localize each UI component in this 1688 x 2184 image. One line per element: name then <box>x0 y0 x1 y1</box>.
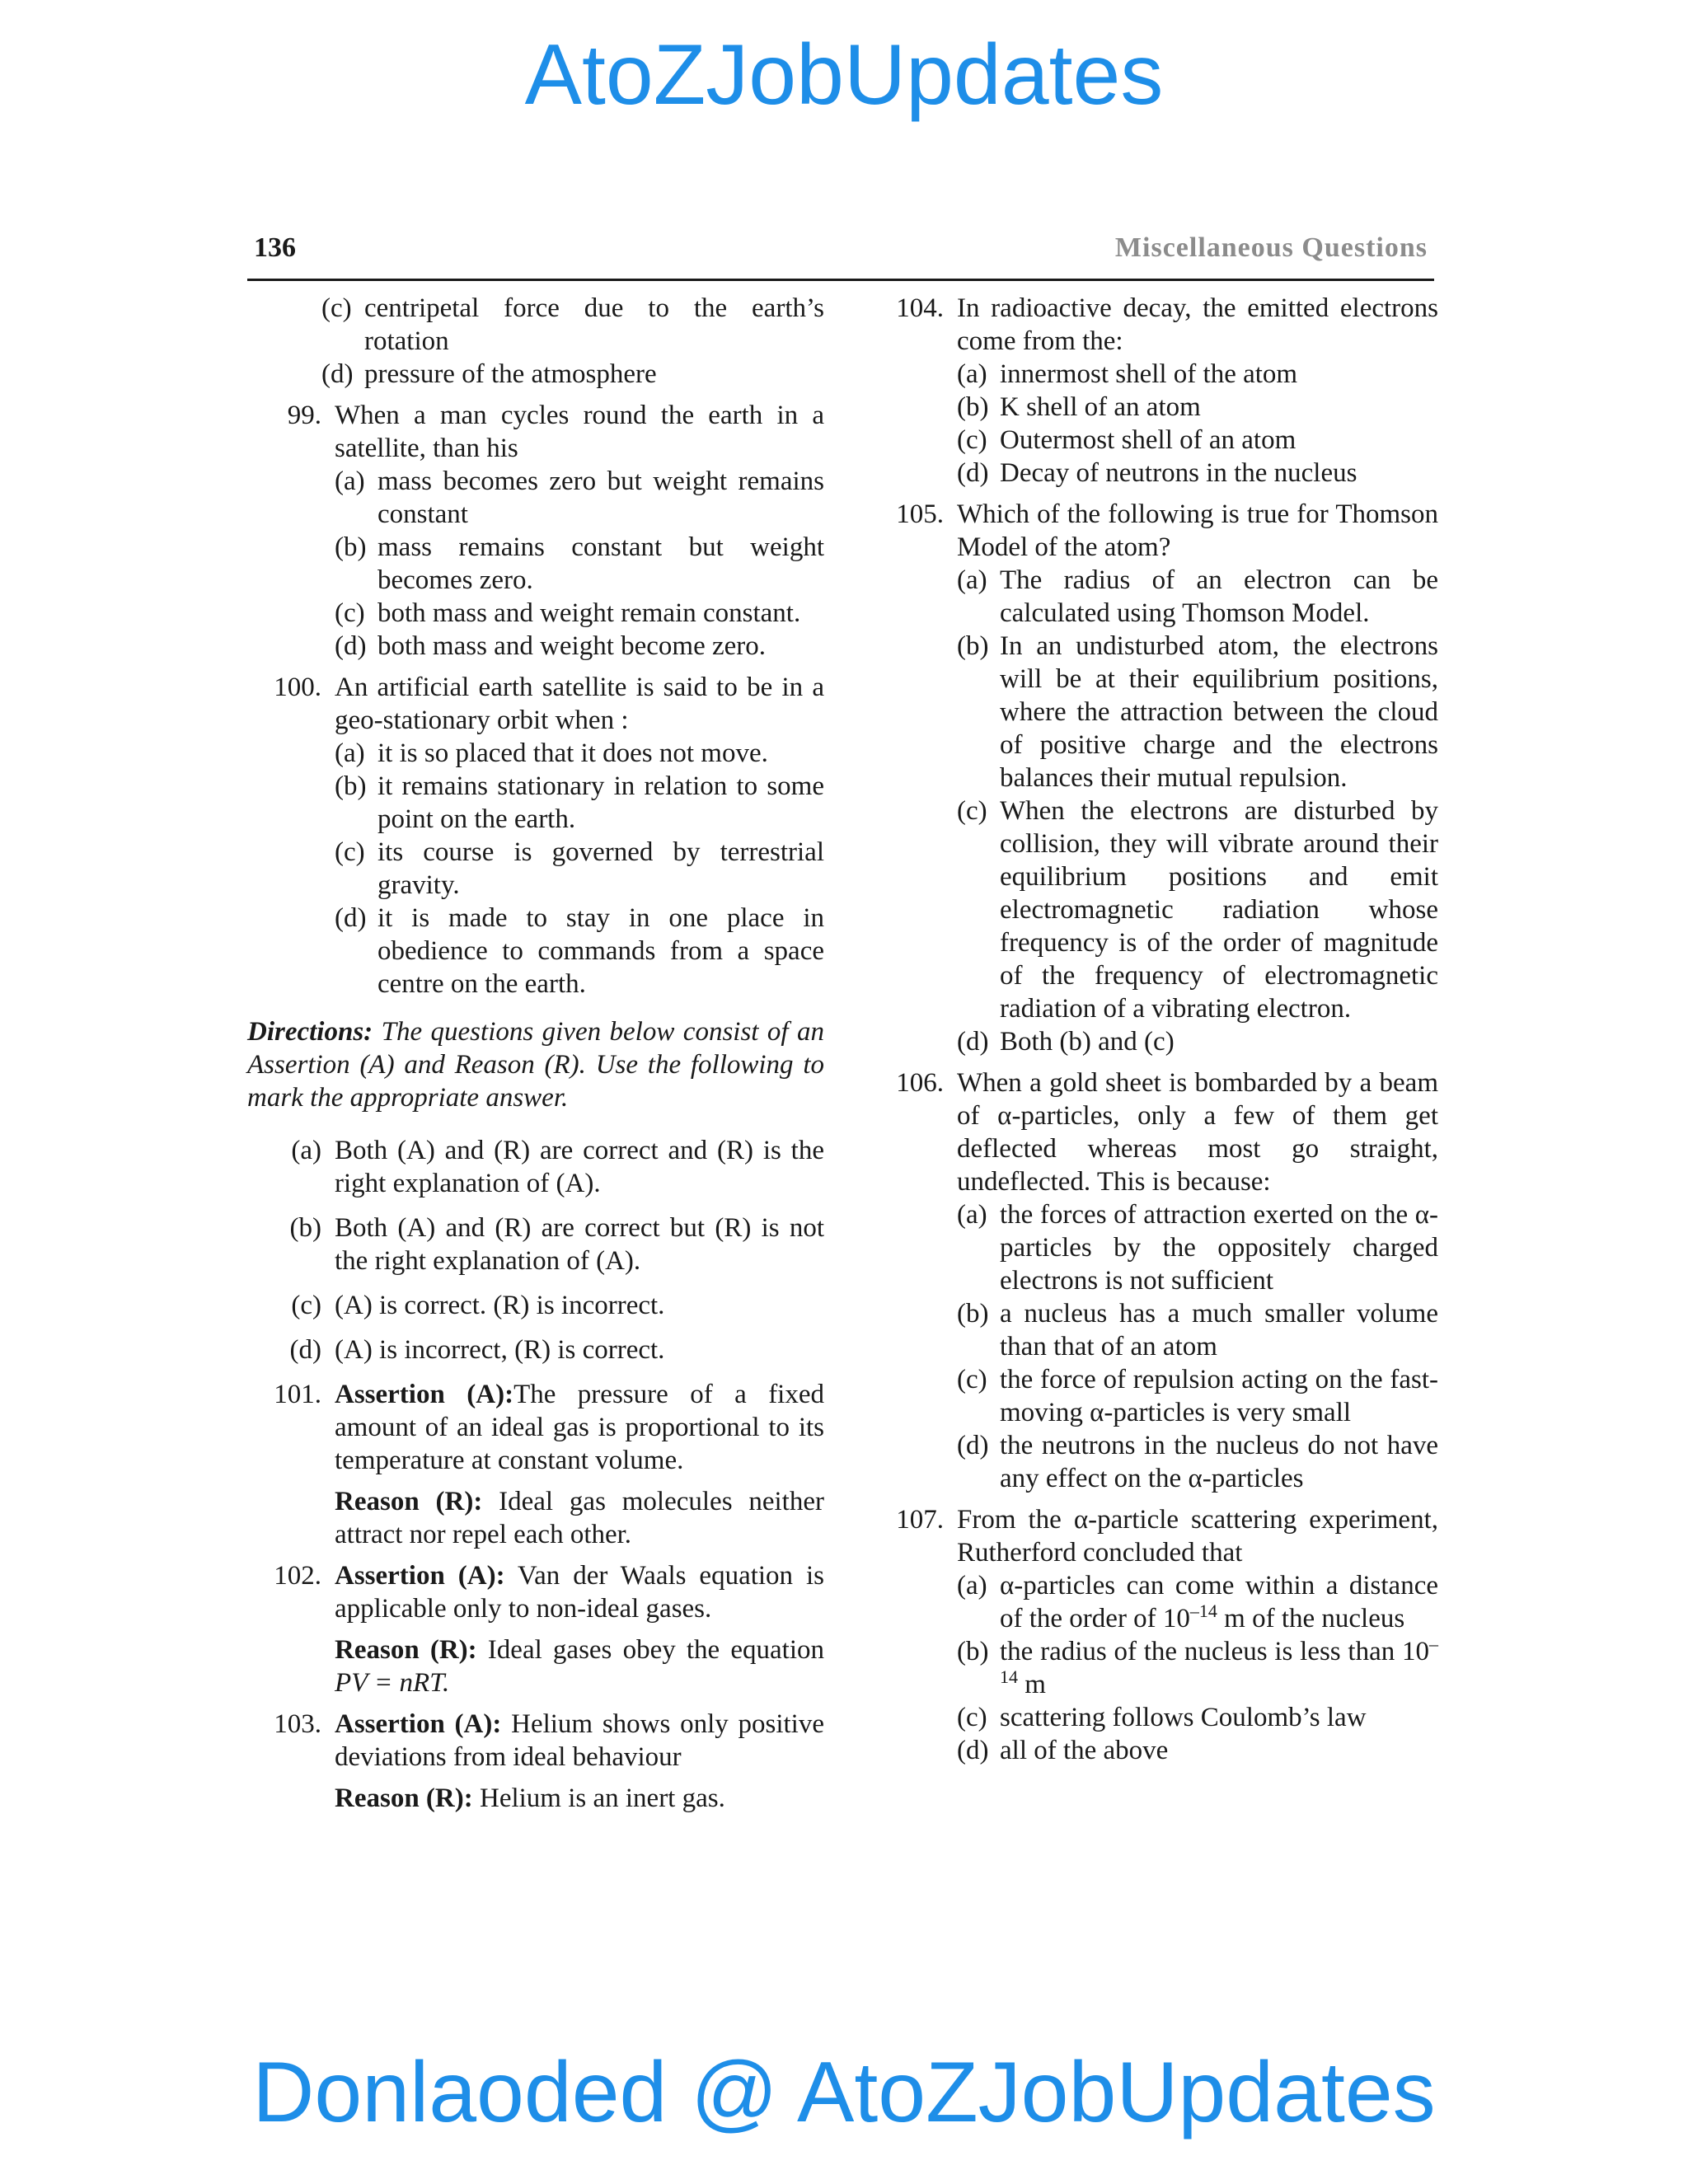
option: (a) innermost shell of the atom <box>957 359 1298 389</box>
continued-options <box>247 292 824 391</box>
question-text: An artificial earth satellite is said to be in a geo-stationary orbit when : <box>335 673 824 735</box>
question-number: 107. <box>896 1505 944 1535</box>
left-column <box>247 292 824 1823</box>
option: (a) it is so placed that it does not move. <box>335 738 768 768</box>
option: (c) When the electrons are disturbed by collision, they will vibrate around their equilibrium positions and emit electromagnetic radiation whose frequency is of the order of magnitude of the frequency of electromagnetic radiation of a vibrating electron. <box>957 796 1438 1024</box>
question-102 <box>247 1559 824 1699</box>
assertion-label: Assertion (A): <box>335 1561 505 1591</box>
assertion-text: The pressure of a fixed amount of an ideal gas is proportional to its temperature at constant volume. <box>335 1380 825 1475</box>
question-text: Which of the following is true for Thomson Model of the atom? <box>957 499 1438 562</box>
option: (c) both mass and weight remain constant. <box>335 598 801 628</box>
option: (d) the neutrons in the nucleus do not have any effect on the α-particles <box>957 1431 1438 1493</box>
answer-key-item: (b) Both (A) and (R) are correct but (R) is not the right explanation of (A). <box>289 1213 824 1276</box>
reason-text: Helium is an inert gas. <box>472 1783 725 1813</box>
equation: PV = nRT. <box>335 1668 450 1698</box>
question-105 <box>870 498 1438 1058</box>
option: (c) its course is governed by terrestrial gravity. <box>335 837 824 900</box>
question-number: 99. <box>287 401 321 430</box>
option: (a) The radius of an electron can be calculated using Thomson Model. <box>957 565 1438 628</box>
option: (c) Outermost shell of an atom <box>957 425 1296 455</box>
option: (d) all of the above <box>957 1736 1169 1765</box>
directions <box>247 1015 824 1114</box>
option: (c) scattering follows Coulomb’s law <box>957 1703 1367 1732</box>
question-99 <box>247 399 824 663</box>
option: (b) the radius of the nucleus is less than $10^{-14}$ m <box>957 1633 1438 1699</box>
question-101 <box>247 1378 824 1551</box>
option: (c) the force of repulsion acting on the fast-moving α-particles is very small <box>957 1365 1438 1427</box>
assertion-text: Van der Waals equation is applicable only to non-ideal gases. <box>335 1561 825 1624</box>
watermark-bottom: Donlaoded @ AtoZJobUpdates <box>252 2045 1436 2140</box>
reason-text: Ideal gas molecules neither attract nor repel each other. <box>335 1487 824 1549</box>
question-text: When a man cycles round the earth in a satellite, than his <box>335 401 824 463</box>
option: (b) In an undisturbed atom, the electrons will be at their equilibrium positions, where the attraction between the cloud of positive charge and the electrons balances their mutual repulsion. <box>957 631 1438 793</box>
question-number: 106. <box>896 1068 944 1098</box>
option: (d) it is made to stay in one place in obedience to commands from a space centre on the earth. <box>335 903 824 999</box>
question-text: In radioactive decay, the emitted electrons come from the: <box>957 293 1438 356</box>
question-text: When a gold sheet is bombarded by a beam of α-particles, only a few of them get deflected whereas most go straight, undeflected. This is because: <box>957 1068 1438 1197</box>
assertion-text: Helium shows only positive deviations from ideal behaviour <box>335 1709 825 1772</box>
answer-key-item: (d) (A) is incorrect, (R) is correct. <box>289 1335 665 1365</box>
assertion-label: Assertion (A): <box>335 1380 514 1409</box>
page-header <box>247 232 1434 281</box>
question-100 <box>247 671 824 1001</box>
reason-label: Reason (R): <box>335 1635 477 1665</box>
question-106 <box>870 1066 1438 1495</box>
reason-label: Reason (R): <box>335 1487 483 1516</box>
assertion-label: Assertion (A): <box>335 1709 502 1739</box>
page-number: 136 <box>254 232 296 263</box>
question-number: 105. <box>896 499 944 529</box>
option: (c) centripetal force due to the earth’s rotation <box>321 293 824 356</box>
answer-key-item: (c) (A) is correct. (R) is incorrect. <box>291 1291 665 1320</box>
question-number: 100. <box>274 673 321 702</box>
option: (d) Decay of neutrons in the nucleus <box>957 458 1357 488</box>
option: (b) mass remains constant but weight becomes zero. <box>335 532 824 595</box>
right-column <box>870 292 1438 1775</box>
watermark-top: AtoZJobUpdates <box>524 27 1164 123</box>
option: (d) pressure of the atmosphere <box>321 359 657 389</box>
question-text: From the α-particle scattering experiment, Rutherford concluded that <box>957 1505 1438 1568</box>
question-number: 102. <box>274 1561 321 1591</box>
option: (d) Both (b) and (c) <box>957 1027 1175 1057</box>
question-104 <box>870 292 1438 490</box>
answer-key-item: (a) Both (A) and (R) are correct and (R) is the right explanation of (A). <box>291 1136 824 1198</box>
section-title: Miscellaneous Questions <box>1114 232 1428 263</box>
question-103 <box>247 1708 824 1815</box>
question-107 <box>870 1503 1438 1767</box>
question-number: 101. <box>274 1380 321 1409</box>
option: (b) K shell of an atom <box>957 392 1201 422</box>
reason-label: Reason (R): <box>335 1783 473 1813</box>
question-number: 103. <box>274 1709 321 1739</box>
option: (b) it remains stationary in relation to some point on the earth. <box>335 771 824 834</box>
option: (d) both mass and weight become zero. <box>335 631 767 661</box>
option: (a) mass becomes zero but weight remains constant <box>335 466 824 529</box>
reason-text: Ideal gases obey the equation <box>476 1635 824 1665</box>
option: (b) a nucleus has a much smaller volume than that of an atom <box>957 1299 1438 1361</box>
option: (a) α-particles can come within a distance of the order of $10^{-14}$ m of the nucleus <box>957 1571 1438 1633</box>
option: (a) the forces of attraction exerted on the α-particles by the oppositely charged electrons is not sufficient <box>957 1200 1438 1296</box>
question-number: 104. <box>896 293 944 323</box>
directions-label: Directions: <box>247 1017 373 1047</box>
directions-text: The questions given below consist of an Assertion (A) and Reason (R). Use the following to mark the appropriate answer. <box>247 1017 824 1113</box>
